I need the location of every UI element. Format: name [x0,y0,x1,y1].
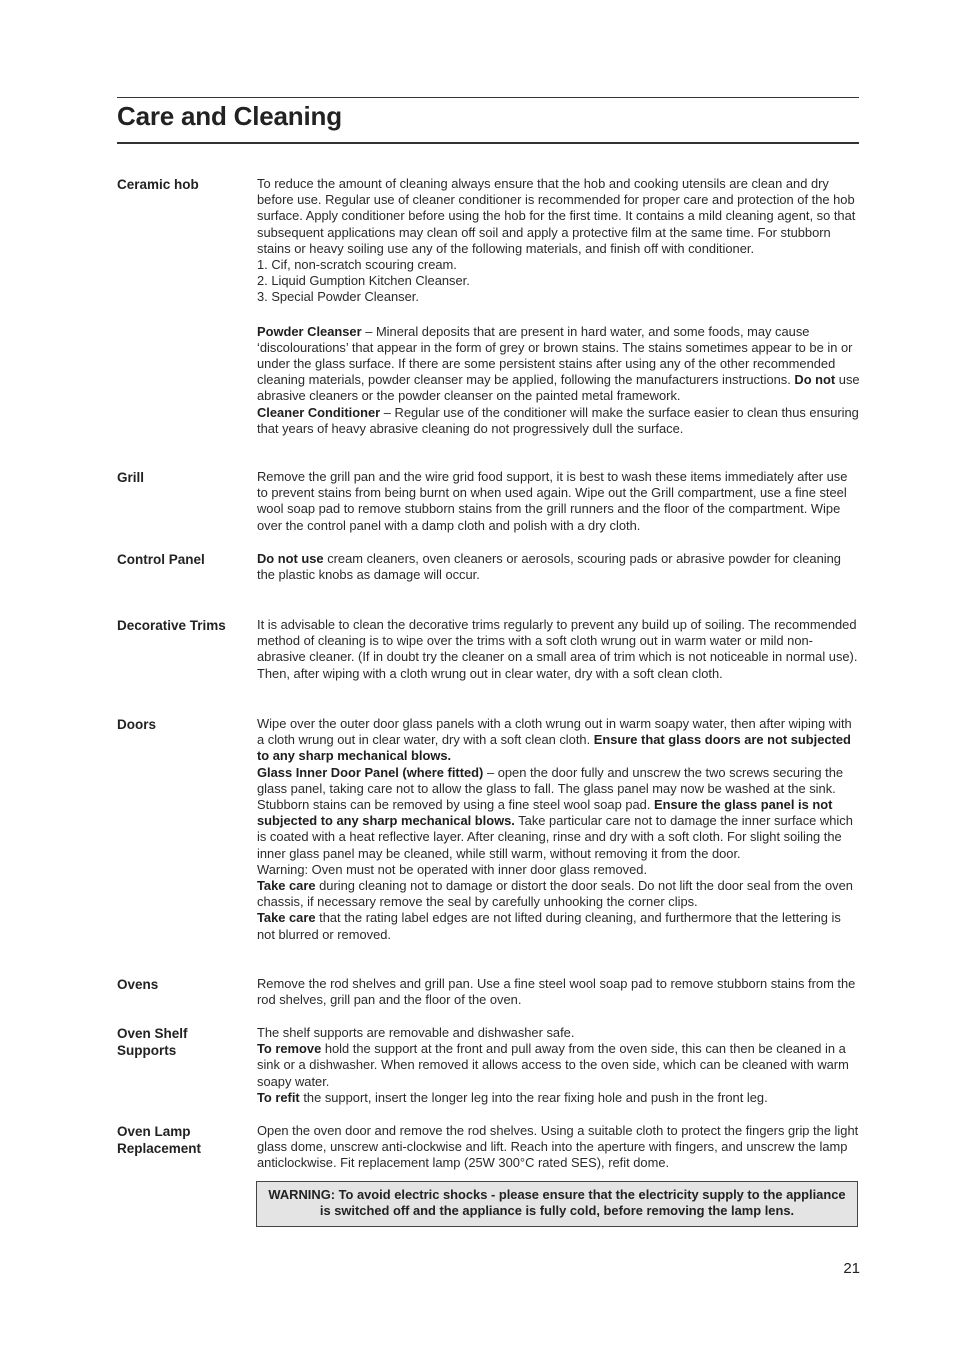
powder-cleanser-paragraph: Powder Cleanser – Mineral deposits that are present in hard water, and some foods, may cause ‘discolourations’ that appear in the form of grey or brown stains. The stains sometimes appear to be in or under the glass surface. If there are some persistent stains after using any of the other recommended cleaning materials, powder cleanser may be applied, following the manufacturers instructions. Do not use abrasive cleaners or the powder cleanser on the painted metal framework. [257,323,860,404]
to-remove-paragraph: To remove hold the support at the front and pull away from the oven side, this can then be cleaned in a sink or a dishwasher. When removed it allows access to the oven side, which can be cleaned with warm soapy water. [257,1041,849,1089]
section-body [257,617,860,682]
title-underline [117,142,859,144]
section-label: Ovens [117,977,159,992]
section-body [257,976,860,1008]
cleaner-conditioner-heading: Cleaner Conditioner [257,404,381,420]
section-body [257,716,860,943]
doors-warning: Warning: Oven must not be operated with inner door glass removed. [257,861,648,877]
doors-inner-panel-paragraph: Glass Inner Door Panel (where fitted) – open the door fully and unscrew the two screws securing the glass panel, taking care not to allow the glass to fall. The glass panel may now be washed at the sink. Stubborn stains can be removed by using a fine steel wool soap pad. Ensure the glass panel is not subjected to any sharp mechanical blows. Take particular care not to damage the inner surface which is coated with a heat reflective layer. After cleaning, rinse and dry with a soft cloth. For slight soiling the inner glass panel may be cleaned, while still warm, without removing it from the door. [257,764,853,861]
section-body [257,176,860,437]
top-rule [117,97,859,98]
powder-cleanser-heading: Powder Cleanser [257,323,362,339]
section-label: Oven Lamp Replacement [117,1124,202,1156]
section-body [257,469,860,534]
decorative-trims-text: It is advisable to clean the decorative trims regularly to prevent any build up of soiling. The recommended method of cleaning is to wipe over the trims with a soft cloth wrung out in warm water or mild non-abrasive cleaner. (If in doubt try the cleaner on a small area of trim which is not noticeable in normal use). Then, after wiping with a cloth wrung out in clear water, dry with a soft clean cloth. [257,617,858,681]
grill-text: Remove the grill pan and the wire grid food support, it is best to wash these items immediately after use to prevent stains from being burnt on when used again. Wipe out the Grill compartment, use a fine steel wool soap pad to remove stubborn stains from the grill runners and the floor of the compartment. Wipe over the control panel with a damp cloth and polish with a dry cloth. [257,469,848,533]
doors-rating-label-paragraph: Take care that the rating label edges are not lifted during cleaning, and furthermore that the lettering is not blurred or removed. [257,910,841,942]
list-item: 3. Special Powder Cleanser. [257,289,419,305]
section-label: Doors [117,717,157,732]
list-item: 1. Cif, non-scratch scouring cream. [257,257,457,273]
section-label: Control Panel [117,552,205,567]
doors-outer-glass-paragraph: Wipe over the outer door glass panels with a cloth wrung out in warm soapy water, then after wiping with a cloth wrung out in clear water, dry with a soft clean cloth. Ensure that glass doors are not subjected to any sharp mechanical blows. [257,716,852,764]
shelf-supports-intro: The shelf supports are removable and dishwasher safe. [257,1025,575,1040]
page-number: 21 [843,1260,860,1277]
cleaner-conditioner-paragraph: Cleaner Conditioner – Regular use of the conditioner will make the surface easier to clean thus ensuring that years of heavy abrasive cleaning do not progressively dull the surface. [257,404,859,436]
section-body [257,1025,860,1106]
section-label: Decorative Trims [117,618,226,633]
to-refit-paragraph: To refit the support, insert the longer leg into the rear fixing hole and push in the front leg. [257,1089,768,1105]
section-label: Oven Shelf Supports [117,1026,188,1058]
page-title: Care and Cleaning [117,101,342,131]
section-body [257,551,860,583]
section-label: Grill [117,470,145,485]
list-item: 2. Liquid Gumption Kitchen Cleanser. [257,273,470,289]
do-not-emphasis: Do not [794,372,836,388]
doors-seal-paragraph: Take care during cleaning not to damage or distort the door seals. Do not lift the door seal from the oven chassis, if necessary remove the seal by carefully unhooking the corner clips. [257,878,853,910]
ovens-text: Remove the rod shelves and grill pan. Use a fine steel wool soap pad to remove stubborn stains from the rod shelves, grill pan and the floor of the oven. [257,976,856,1008]
section-body [257,1123,860,1172]
section-label: Ceramic hob [117,177,199,192]
ceramic-hob-intro: To reduce the amount of cleaning always ensure that the hob and cooking utensils are clean and dry before use. Regular use of cleaner conditioner is recommended for proper care and protection of the hob surface. Apply conditioner before using the hob for the first time. It contains a mild cleaning agent, so that subsequent applications may clean off soil and apply a protective film at the same time. For stubborn stains or heavy soiling use any of the following materials, and finish off with conditioner. [257,176,856,256]
electric-shock-warning-box: WARNING: To avoid electric shocks - please ensure that the electricity supply to the appliance is switched off and the appliance is fully cold, before removing the lamp lens. [256,1181,858,1227]
oven-lamp-text: Open the oven door and remove the rod shelves. Using a suitable cloth to protect the fingers grip the light glass dome, unscrew anti-clockwise and lift. Reach into the aperture with fingers, and unscrew the lamp anticlockwise. Fit replacement lamp (25W 300°C rated SES), refit dome. [257,1123,859,1171]
control-panel-text: Do not use cream cleaners, oven cleaners or aerosols, scouring pads or abrasive powder for cleaning the plastic knobs as damage will occur. [257,551,841,583]
